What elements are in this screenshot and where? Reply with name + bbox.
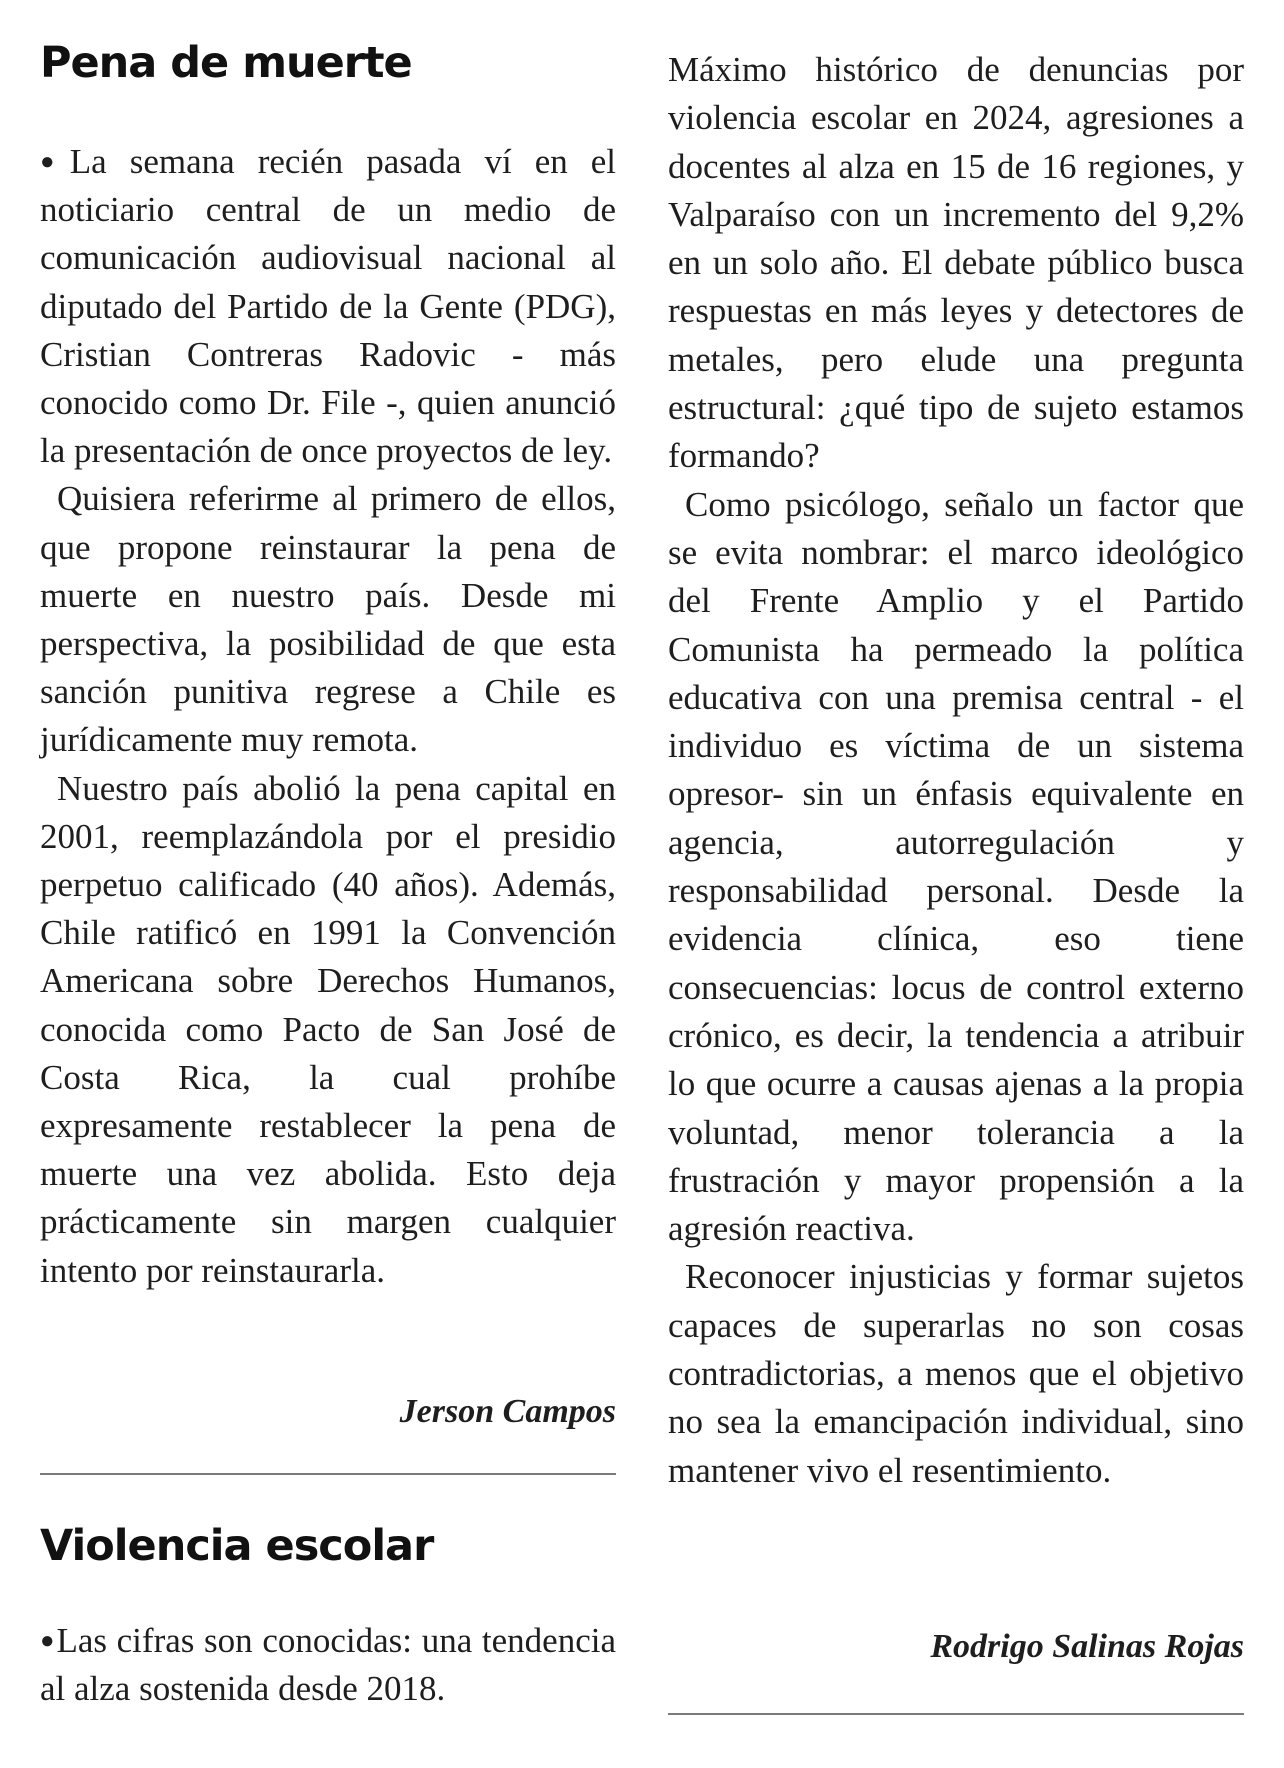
letter-author-signature: Jerson Campos <box>399 1393 616 1430</box>
letter-body-violencia-escolar-start <box>40 1617 616 1713</box>
paragraph-text: Las cifras son conocidas: una tendencia al alza sostenida desde 2018. <box>40 1621 616 1709</box>
letter-author-signature: Rodrigo Salinas Rojas <box>930 1628 1244 1665</box>
bullet-icon: ● <box>40 149 69 175</box>
paragraph-text: La semana recién pasada ví en el noticiario central de un medio de comunicación audiovisual nacional al diputado del Partido de la Gente (PDG), Cristian Contreras Radovic - más conocido como Dr. File -, quien anunció la presentación de once proyectos de ley. <box>40 142 617 471</box>
letter-paragraph: Nuestro país abolió la pena capital en 2001, reemplazándola por el presidio perpetuo calificado (40 años). Además, Chile ratificó en 1991 la Convención Americana sobre Derechos Humanos, conocida como Pacto de San José de Costa Rica, la cual prohíbe expresamente restablecer la pena de muerte una vez abolida. Esto deja prácticamente sin margen cualquier intento por reinstaurarla. <box>40 768 616 1290</box>
letter-body-pena-de-muerte <box>40 138 616 1295</box>
divider-rule <box>668 1713 1244 1715</box>
letter-body-violencia-escolar-continued <box>668 46 1244 1495</box>
letter-headline-violencia-escolar: Violencia escolar <box>40 1521 434 1571</box>
letter-paragraph: Como psicólogo, señalo un factor que se evita nombrar: el marco ideológico del Frente Amplio y el Partido Comunista ha permeado la política educativa con una premisa central - el individuo es víctima de un sistema opresor- sin un énfasis equivalente en agencia, autorregulación y responsabilidad personal. Desde la evidencia clínica, eso tiene consecuencias: locus de control externo crónico, es decir, la tendencia a atribuir lo que ocurre a causas ajenas a la propia voluntad, menor tolerancia a la frustración y mayor propensión a la agresión reactiva. <box>668 484 1244 1249</box>
divider-rule <box>40 1473 616 1475</box>
letter-paragraph <box>40 138 616 475</box>
letter-paragraph: Quisiera referirme al primero de ellos, que propone reinstaurar la pena de muerte en nuestro país. Desde mi perspectiva, la posibilidad de que esta sanción punitiva regrese a Chile es jurídicamente muy remota. <box>40 479 616 760</box>
letter-paragraph: Máximo histórico de denuncias por violencia escolar en 2024, agresiones a docentes al alza en 15 de 16 regiones, y Valparaíso con un incremento del 9,2% en un solo año. El debate público busca respuestas en más leyes y detectores de metales, pero elude una pregunta estructural: ¿qué tipo de sujeto estamos formando? <box>668 50 1244 476</box>
bullet-icon: ● <box>40 1628 56 1654</box>
letter-paragraph <box>40 1617 616 1713</box>
letter-headline-pena-de-muerte: Pena de muerte <box>40 38 412 88</box>
letter-paragraph: Reconocer injusticias y formar sujetos capaces de superarlas no son cosas contradictorias, a menos que el objetivo no sea la emancipación individual, sino mantener vivo el resentimiento. <box>668 1257 1244 1490</box>
